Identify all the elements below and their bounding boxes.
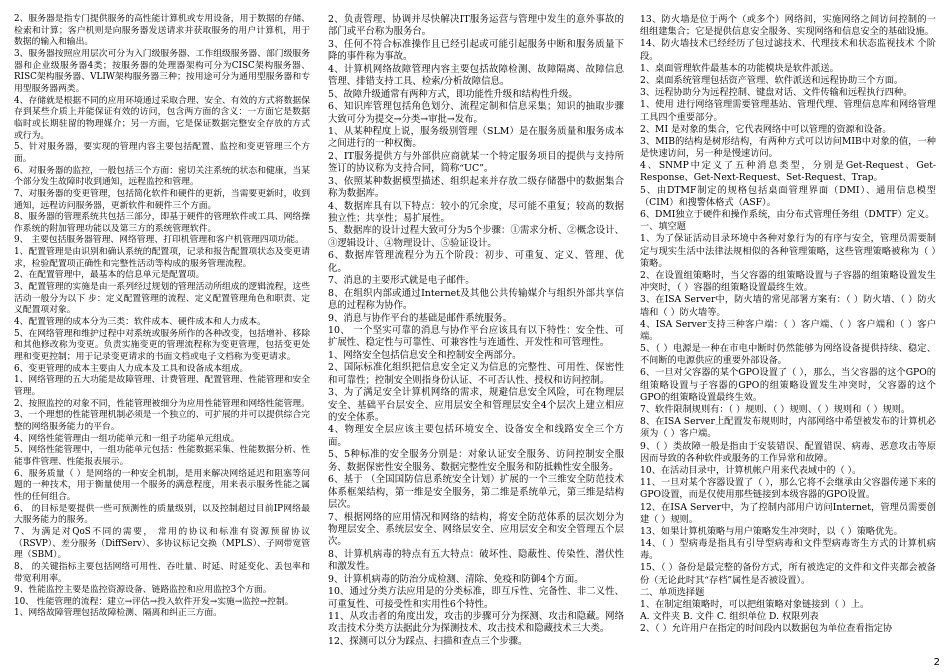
paragraph: 5、（ ）电源是一种在市电中断时仍然能够为网络设备提供持续、稳定、不间断的电源供应的重要外部设备。 <box>640 343 936 367</box>
paragraph: 6、知识库管理包括角色划分、流程定制和信息采集；知识的抽取步骤大致可分为提交→分类→审批→发布。 <box>328 101 624 125</box>
paragraph: 6、基于 （全国国防信息系统安全计划）扩展的一个三维安全防范技术体系框架结构，第一维是安全服务，第二维是系统单元，第三维是结构层次。 <box>328 474 624 511</box>
paragraph: 6、服务质量（ ）是网络的一种安全机制，是用来解决网络延迟和阻塞等问题的一种技术，用于衡量使用一个服务的满意程度，用来表示服务性能之属性的任何组合。 <box>14 468 310 502</box>
paragraph: 1、在制定组策略时，可以把组策略对象链接到（ ）上。 <box>640 599 870 610</box>
paragraph: 9、消息与协作平台的基础是邮件系统服务。 <box>328 312 513 324</box>
paragraph: 6、DMI独立于硬件和操作系统，由分布式管理任务组（DMTF）定义。 <box>640 209 935 220</box>
paragraph: 13、如果计算机策略与用户策略发生冲突时，以（ ）策略优先。 <box>640 525 903 537</box>
paragraph: 14、（ ）型病毒是指具有引导型病毒和文件型病毒寄生方式的计算机病毒。 <box>640 538 936 562</box>
paragraph: 1、从某种程度上说，服务级别管理（SLM）是在服务质量和服务成本之间进行的一种权衡。 <box>328 125 624 150</box>
paragraph: 13、防火墙是位于两个（或多个）网络间，实施网络之间访问控制的一组组建集合；它是提供信息安全服务、实现网络和信息安全的基础设施。 <box>640 14 936 38</box>
paragraph: 6、对服务器的监控，一般包括三个方面：密切关注系统的状态和健康，当某个部分发生故障时收到通知，远程监控和管理。 <box>14 165 310 188</box>
paragraph: 6、一旦对父容器的某个GPO设置了（ ），那么，当父容器的这个GPO的组策略设置与子容器的GPO的组策略设置发生冲突时，父容器的这个GPO的组策略设置最终生效。 <box>640 367 936 403</box>
paragraph: 7、消息的主要形式就是电子邮件。 <box>328 275 475 287</box>
paragraph: 5、针对服务器，要实现的管理内容主要包括配置、监控和变更管理三个方面。 <box>14 142 310 164</box>
paragraph: 10、通过分类方法应用是的分类标准，即互斥性、完备性、非二义性、可重复性、可接受性和实用性6个特性。 <box>328 586 624 610</box>
paragraph: 11、从攻击者的角度出发，攻击的步骤可分为探测、攻击和隐藏。网络攻击技术分类方法据此分为探测技术、攻击技术和隐藏技术三大类。 <box>328 611 624 635</box>
paragraph: 3、任何不符合标准操作且已经引起或可能引起服务中断和服务质量下降的事件称为事故。 <box>328 38 624 63</box>
paragraph: 3、一个理想的性能管理机制必须是一个独立的、可扩展的并可以提供综合完整的网络服务能力的平台。 <box>14 410 310 432</box>
paragraph: 1、桌面管理软件最基本的功能模块是软件派送。 <box>640 62 839 74</box>
paragraph: A. 文件夹 B. 文件 C. 组织单位 D. 权限列表 <box>640 611 819 623</box>
paragraph: 10、 一个坚实可靠的消息与协作平台应该具有以下特性：安全性、可扩展性、稳定性与可靠性、可兼容性与连通性、开发性和可管理性。 <box>328 324 624 349</box>
paragraph: 7、根据网络的应用情况和网络的结构，将安全防范体系的层次划分为物理层安全、系统层安全、网络层安全、应用层安全和安全管理五个层次。 <box>328 511 624 548</box>
paragraph: 1、配置管理是由识别和确认系统的配置项，记录和报告配置项状态及变更请求，检验配置项正确性和完整性活动等构成的服务管理流程。 <box>14 247 310 269</box>
paragraph: 6、变更管理的成本主要由人力成本及工具和设备成本组成。 <box>14 363 249 374</box>
paragraph: 15、（ ）备份是最完整的备份方式，所有被选定的文件和文件夹都会被备份（无论此时其“存档”属性是否被设置）。 <box>640 562 936 586</box>
paragraph: 4、计算机网络故障管理内容主要包括故障检测、故障隔离、故障信息管理、排错支持工具、检索/分析故障信息。 <box>328 63 624 88</box>
paragraph: 9、 主要包括服务器管理、网络管理、打印机管理和客户机管理四项功能。 <box>14 235 304 246</box>
paragraph: 2、桌面系统管理包括资产管理、软件派送和远程协助三个方面。 <box>640 74 904 86</box>
paragraph: 9、计算机病毒的防治分成检测、清除、免疫和防御4个方面。 <box>328 573 584 585</box>
paragraph: 1、网络故障管理包括故障检测、隔离和纠正三方面。 <box>14 608 222 619</box>
paragraph: 二、单项选择题 <box>640 586 705 598</box>
paragraph: 4、存储就是根据不同的应用环境通过采取合理、安全、有效的方式将数据保存到某些介质上并能保证有效的访问，包含两方面的含义：一方面它是数据临时或长期驻留的物理媒介；另一方面，它是保证数据完整安全存放的方式或行为。 <box>14 95 310 141</box>
paragraph: 7、软件限制规则有：（ ）规则、（ ）规则、（ ）规则和（ ）规则。 <box>640 404 911 415</box>
paragraph: 11、一旦对某个容器设置了（ ），那么它将不会继承由父容器传递下来的GPO设置，而是仅使用那些链接到本级容器的GPO设置。 <box>640 477 936 501</box>
paragraph: 1、为了保证活动目录环境中各种对象行为的有序与安全，管理员需要制定与现实生活中法律法规相似的各种管理策略，这些管理策略被称为（ ）策略。 <box>640 233 936 269</box>
paragraph: 4、ISA Server支持三种客户端：（ ）客户端、（ ）客户端和（ ）客户端。 <box>640 318 936 342</box>
paragraph: 4、物理安全层应该主要包括环境安全、设备安全和线路安全三个方面。 <box>328 424 624 448</box>
paragraph: 8、计算机病毒的特点有五大特点：破坏性、隐蔽性、传染性、潜伏性和激发性。 <box>328 548 624 573</box>
paragraph: 4、配置管理的成本分为三类：软件成本、硬件成本和人力成本。 <box>14 317 266 328</box>
paragraph: 2、IT服务提供方与外部供应商就某一个特定服务项目的提供与支持所签订的协议称为支持合同，简称“UC”。 <box>328 150 624 175</box>
paragraph: 3、依照某种数据模型描述、组织起来并存放二级存储器中的数据集合称为数据库。 <box>328 175 624 200</box>
paragraph: 2、在配置管理中，最基本的信息单元是配置项。 <box>14 270 205 281</box>
paragraph: 一、填空题 <box>640 221 686 233</box>
paragraph: 3、远程协助分为远程控制、键盘对话、文件传输和远程执行四种。 <box>640 87 913 99</box>
paragraph: 3、配置管理的实施是由一系列经过规划的管理活动所组成的逻辑流程，这些活动一般分为以下 步：定义配置管理的流程、定义配置管理角色和职责、定义配置项对象。 <box>14 282 310 316</box>
paragraph: 5、5种标准的安全服务分别是：对象认证安全服务、访问控制安全服务、数据保密性安全服务、数据完整性安全服务和防抵赖性安全服务。 <box>328 449 624 473</box>
paragraph: 12、在ISA Server中，为了控制内部用户访问Internet，管理员需要创建（ ）规则。 <box>640 501 936 525</box>
paragraph: 5、由DTMF制定的规格包括桌面管理界面（DMI）、通用信息模型（CIM）和搜警体格式（ASF）。 <box>640 184 936 208</box>
paragraph: 4、数据库具有以下特点：较小的冗余度，尽可能不重复；较高的数据独立性；共享性；易扩展性。 <box>328 200 624 224</box>
text-column-right <box>640 14 936 636</box>
paragraph: 2、国际标准化组织把信息安全定义为信息的完整性、可用性、保密性和可靠性；控制安全则指身份认证、不可否认性、授权和访问控制。 <box>328 362 624 386</box>
paragraph: 9、性能监控主要是监控资源设备、链路监控和应用监控3个方面。 <box>14 585 272 596</box>
paragraph: 8、服务器的管理系统共包括三部分，即基于硬件的管理软件或工具、网络操作系统的附加管理功能以及第三方的系统管理软件。 <box>14 212 310 234</box>
paragraph: 4、网络性能管理由一组功能单元和一组子功能单元组成。 <box>14 433 240 444</box>
paragraph: 1、使用 进行网络管理需要管理基站、管理代理、管理信息库和网络管理工具四个重要部分。 <box>640 99 936 123</box>
paragraph: 1、网络安全包括信息安全和控制安全两部分。 <box>328 349 522 361</box>
paragraph: 2、服务器是指专门提供服务的高性能计算机或专用设备，用于数据的存储、检索和计算；客户机则是向服务器发送请求并获取服务的用户计算机，用于数据的输入和输出。 <box>14 14 310 48</box>
paragraph: 2、按照监控的对象不同，性能管理被细分为应用性能管理和网络性能管理。 <box>14 398 310 409</box>
paragraph: 2、在设置组策略时，当父容器的组策略设置与子容器的组策略设置发生冲突时，（ ）容器的组策略设置最终生效。 <box>640 269 936 294</box>
paragraph: 3、服务器按照应用层次可分为入门级服务器、工作组级服务器、部门级服务器和企业级服务器4类；按服务器的处理器架构可分为CISC架构服务器、RISC架构服务器、VLIW架构服务器三种；按用途可分为通用型服务器和专用型服务器两类。 <box>14 48 310 94</box>
paragraph: 14、防火墙技术已经经历了包过滤技术、代理技术和状态监视技术 个阶段。 <box>640 38 936 62</box>
paragraph: 3、为了满足安全计算机网络的需求，规避信息安全风险，可在物理层安全、基础平台层安全、应用层安全和管理层安全4个层次上建立相应的安全体系。 <box>328 387 624 423</box>
paragraph: 12、探测可以分为踩点、扫描和查点三个步骤。 <box>328 635 528 647</box>
paragraph: 2、MI 是对象的集合，它代表网络中可以管理的资源和设备。 <box>640 123 892 135</box>
paragraph: 8、在组织内部或通过Internet及其他公共传输媒介与组织外部共享信息的过程称为协作。 <box>328 287 624 312</box>
paragraph: 2、（ ）允许用户在指定的时间段内以数据包为单位查看指定协 <box>640 623 893 635</box>
text-column-left <box>14 14 310 620</box>
paragraph: 2、负责管理、协调并尽快解决IT服务运营与管理中发生的意外事故的部门或平台称为服务台。 <box>328 14 624 38</box>
paragraph: 7、对服务器的变更管理，包括简化软件和硬件的更新，当需要更新时，收到通知，远程访问服务器，更新软件和硬件三个方面。 <box>14 188 310 211</box>
paragraph: 5、在网络管理和维护过程中对系统或服务所作的各种改变，包括增补、移除和其他修改称为变更。负责实施变更的管理流程称为变更管理，包括变更处理和变更控制；用于记录变更请求的书面文档或电子文档称为变更请求。 <box>14 328 310 363</box>
paragraph: 10、 性能管理的流程：建立→评估→投入软件开发→实施→监控→控制。 <box>14 596 294 607</box>
paragraph: 5、故障升级通常有两种方式，即功能性升级和结构性升级。 <box>328 88 578 100</box>
text-column-middle <box>328 14 624 648</box>
paragraph: 5、数据库的设计过程大致可分为5个步骤：①需求分析、②概念设计、③逻辑设计、④物理设计、⑤验证设计。 <box>328 225 624 249</box>
paragraph: 4、SNMP中定义了五种消息类型，分别是Get-Request、Get-Response、Get-Next-Request、Set-Request、Trap。 <box>640 160 936 184</box>
paragraph: 3、在ISA Server中，防火墙的常见部署方案有：（ ）防火墙、（ ）防火墙和（ ）防火墙等。 <box>640 294 936 318</box>
paragraph: 10、在活动目录中，计算机帐户用来代表域中的（ ）。 <box>640 464 862 476</box>
paragraph: 5、网络性能管理中，一组功能单元包括：性能数据采集、性能数据分析、性能事件管理、性能报表展示。 <box>14 445 310 467</box>
paragraph: 8、在ISA Server上配置发布规则时，内部网络中希望被发布的计算机必须为（ ）客户端。 <box>640 416 936 440</box>
paragraph: 3、MIB的结构是树形结构，有两种方式可以访问MIB中对象的值，一种是快速访问，另一种是慢速访问。 <box>640 135 936 160</box>
paragraph: 6、数据库管理流程分为五个阶段：初步、可重复、定义、管理、优化。 <box>328 250 624 274</box>
paragraph: 7、为满足对QoS不同的需要， 常用的协议和标准有资源预留协议（RSVP）、差分服务（DiffServ）、多协议标记交换（MPLS）、子网带宽管理（SBM）。 <box>14 526 310 561</box>
paragraph: 9、（ ）类故障一般是指由于安装错误、配置错误、病毒、恶意攻击等原因而导致的各种软件或服务的工作异常和故障。 <box>640 440 936 464</box>
paragraph: 1、网络管理的五大功能是故障管理、计费管理、配置管理、性能管理和安全管理。 <box>14 375 310 397</box>
paragraph: 8、 的关键指标主要包括网络可用性、吞吐量、时延、时延变化、丢包率和带宽利用率。 <box>14 561 310 584</box>
paragraph: 6、 的目标是要提供一些可预测性的质量级别，以及控制超过目前IP网络最大服务能力的服务。 <box>14 503 310 526</box>
page-number: 2 <box>933 657 940 668</box>
